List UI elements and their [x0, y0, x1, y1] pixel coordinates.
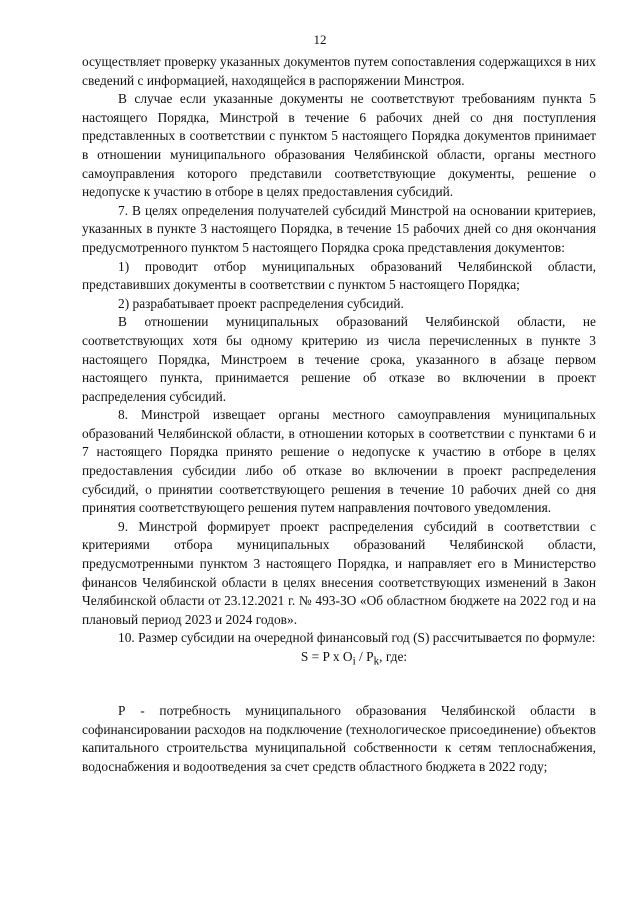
paragraph: В отношении муниципальных образований Челябинской области, не соответствующих хотя бы одному критерию из числа перечисленных в пункте 3 настоящего Порядка, Минстроем в течение срока, указанного в абзаце первом настоящего пункта, принимается решение об отказе во включении в проект распределения субсидий. — [82, 314, 596, 404]
page-number: 12 — [313, 32, 327, 47]
paragraph: 9. Минстрой формирует проект распределения субсидий в соответствии с критериями отбора муниципальных образований Челябинской области, предусмотренными пунктом 3 настоящего Порядка, и направляет его в Министерство финансов Челябинской области в целях внесения соответствующих изменений в Закон Челябинской области от 23.12.2021 г. № 493-ЗО «Об областном бюджете на 2022 год и на плановый период 2023 и 2024 годов». — [82, 518, 596, 627]
paragraph: 1) проводит отбор муниципальных образований Челябинской области, представивших документы в соответствии с пунктом 5 настоящего Порядка; — [82, 258, 596, 293]
paragraph: осуществляет проверку указанных документов путем сопоставления содержащихся в них сведений с информацией, находящейся в распоряжении Минстроя. — [82, 54, 596, 88]
paragraph: 10. Размер субсидии на очередной финансовый год (S) рассчитывается по формуле: — [118, 630, 596, 646]
paragraph: 7. В целях определения получателей субсидий Минстрой на основании критериев, указанных в пункте 3 настоящего Порядка, в течение 15 рабочих дней со дня окончания предусмотренного пунктом 5 настоящего Порядка срока представления документов: — [82, 202, 596, 255]
formula-subscript-p: k — [373, 655, 380, 668]
formula-mid: / P — [355, 649, 374, 664]
formula-subscript-o: i — [352, 655, 356, 668]
paragraph: В случае если указанные документы не соответствуют требованиям пункта 5 настоящего Порядка, Минстрой в течение 6 рабочих дней со дня поступления представленных в соответствии с пунктом 5 настоящего Порядка документов принимает в отношении муниципального образования Челябинской области, органы местного самоуправления которого представили соответствующие документы, решение о недопуске к участию в отборе в целях предоставления субсидий. — [82, 91, 596, 200]
subsidy-formula — [82, 648, 596, 671]
paragraph: Р - потребность муниципального образования Челябинской области в софинансировании расходов на подключение (технологическое присоединение) объектов капитального строительства муниципальной собственности к сетям теплоснабжения, водоснабжения и водоотведения за счет средств областного бюджета в 2022 году; — [82, 703, 596, 775]
blank-space — [82, 671, 596, 702]
formula-lhs: S = P x O — [300, 649, 353, 664]
document-body — [82, 53, 596, 777]
paragraph: 8. Минстрой извещает органы местного самоуправления муниципальных образований Челябинской области, в отношении которых в соответствии с пунктами 6 и 7 настоящего Порядка принято решение о недопуске к участию в отборе в целях предоставления субсидии либо об отказе во включении в проект распределения субсидий, о принятии соответствующего решения в течение 10 рабочих дней со дня принятия соответствующего решения путем направления почтового уведомления. — [82, 407, 596, 516]
paragraph: 2) разрабатывает проект распределения субсидий. — [118, 295, 404, 311]
formula-rhs: , где: — [379, 649, 408, 664]
